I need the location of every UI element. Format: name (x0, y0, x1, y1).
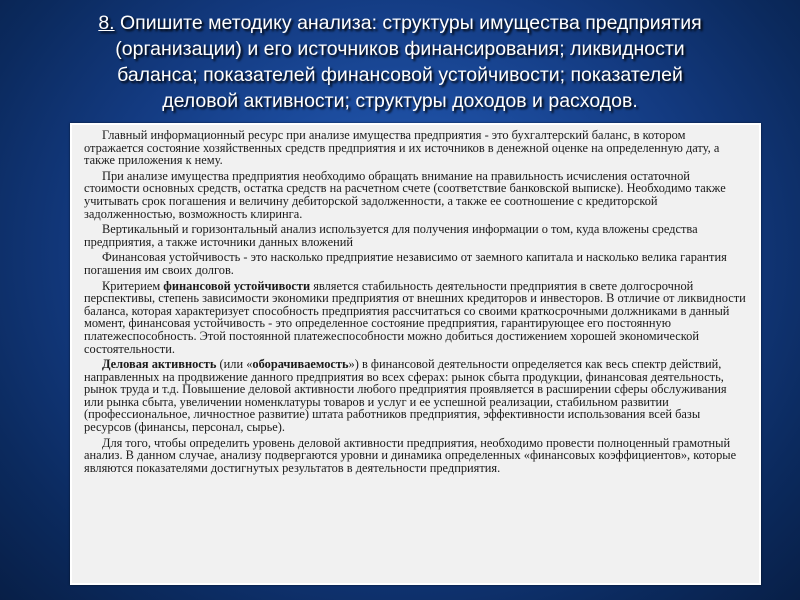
title-text-1: Опишите методику анализа: структуры имущества предприятия (114, 12, 702, 34)
title-line-1 (30, 10, 770, 36)
business-activity-text-2: ») в финансовой деятельности определяется как весь спектр действий, направленных на продвижение данного предприятия во всех сферах: рынок сбыта продукции, финансовая деятельность, рынок труда и т.д. Повышение деловой активности любого предприятия проявляется в расширении сферы обслуживания или рынка сбыта, увеличении номенклатуры товаров и услуг и ее успешной реализации, стабильном развитии (профессиональное, личностное развитие) штата работников предприятия, эффективности использования всей базы ресурсов (финансы, персонал, сырье). (84, 357, 727, 435)
paragraph-property-analysis: При анализе имущества предприятия необходимо обращать внимание на правильность исчисления остаточной стоимости основных средств, остатка средств на расчетном счете (соответствие банковской выписке). Необходимо также учитывать срок погашения и величину дебиторской задолженности, а также ее соотношение с кредиторской задолженностью, возможность клиринга. (84, 168, 726, 221)
title-number: 8. (98, 12, 115, 34)
paragraph-stability-criterion (84, 280, 747, 356)
title-line-2: (организации) и его источников финансирования; ликвидности (115, 38, 685, 60)
business-activity-text-1: (или « (216, 357, 253, 372)
paragraph-business-activity (84, 358, 747, 434)
stability-text-rest: является стабильность деятельности предприятия в свете долгосрочной перспективы, степень зависимости экономики предприятия от внешних кредиторов и инвесторов. В отличие от ликвидности баланса, которая характеризует способность предприятия рассчитаться со своими краткосрочными должниками в данный момент, финансовая устойчивость - это определенное состояние предприятия, гарантирующее его постоянную платежеспособность. Этой постоянной платежеспособности можно добиться достижением хорошей экономической состоятельности. (84, 278, 746, 356)
title-line-4: деловой активности; структуры доходов и расходов. (162, 90, 638, 112)
turnover-term: оборачиваемость (252, 357, 349, 372)
business-activity-term: Деловая активность (102, 357, 217, 372)
stability-text-start: Критерием (102, 278, 164, 293)
content-text-box (70, 123, 761, 585)
paragraph-vertical-horizontal: Вертикальный и горизонтальный анализ используется для получения информации о том, куда вложены средства предприятия, а также источники данных вложений (84, 222, 698, 249)
paragraph-analysis-level: Для того, чтобы определить уровень деловой активности предприятия, необходимо провести полноценный грамотный анализ. В данном случае, анализу подвергаются уровни и динамика определенных «финансовых коэффициентов», которые являются показателями достигнутых результатов в деятельности предприятия. (84, 435, 737, 475)
title-line-3: баланса; показателей финансовой устойчивости; показателей (117, 64, 683, 86)
slide-title (30, 10, 770, 114)
stability-term: финансовой устойчивости (163, 278, 311, 293)
paragraph-main-resource: Главный информационный ресурс при анализе имущества предприятия - это бухгалтерский баланс, в котором отражается состояние хозяйственных средств предприятия и их источников в денежной оценке на определенную дату, а также приложения к нему. (84, 128, 720, 168)
paragraph-financial-stability-definition: Финансовая устойчивость - это насколько предприятие независимо от заемного капитала и насколько велика гарантия погашения им своих долгов. (84, 250, 727, 277)
